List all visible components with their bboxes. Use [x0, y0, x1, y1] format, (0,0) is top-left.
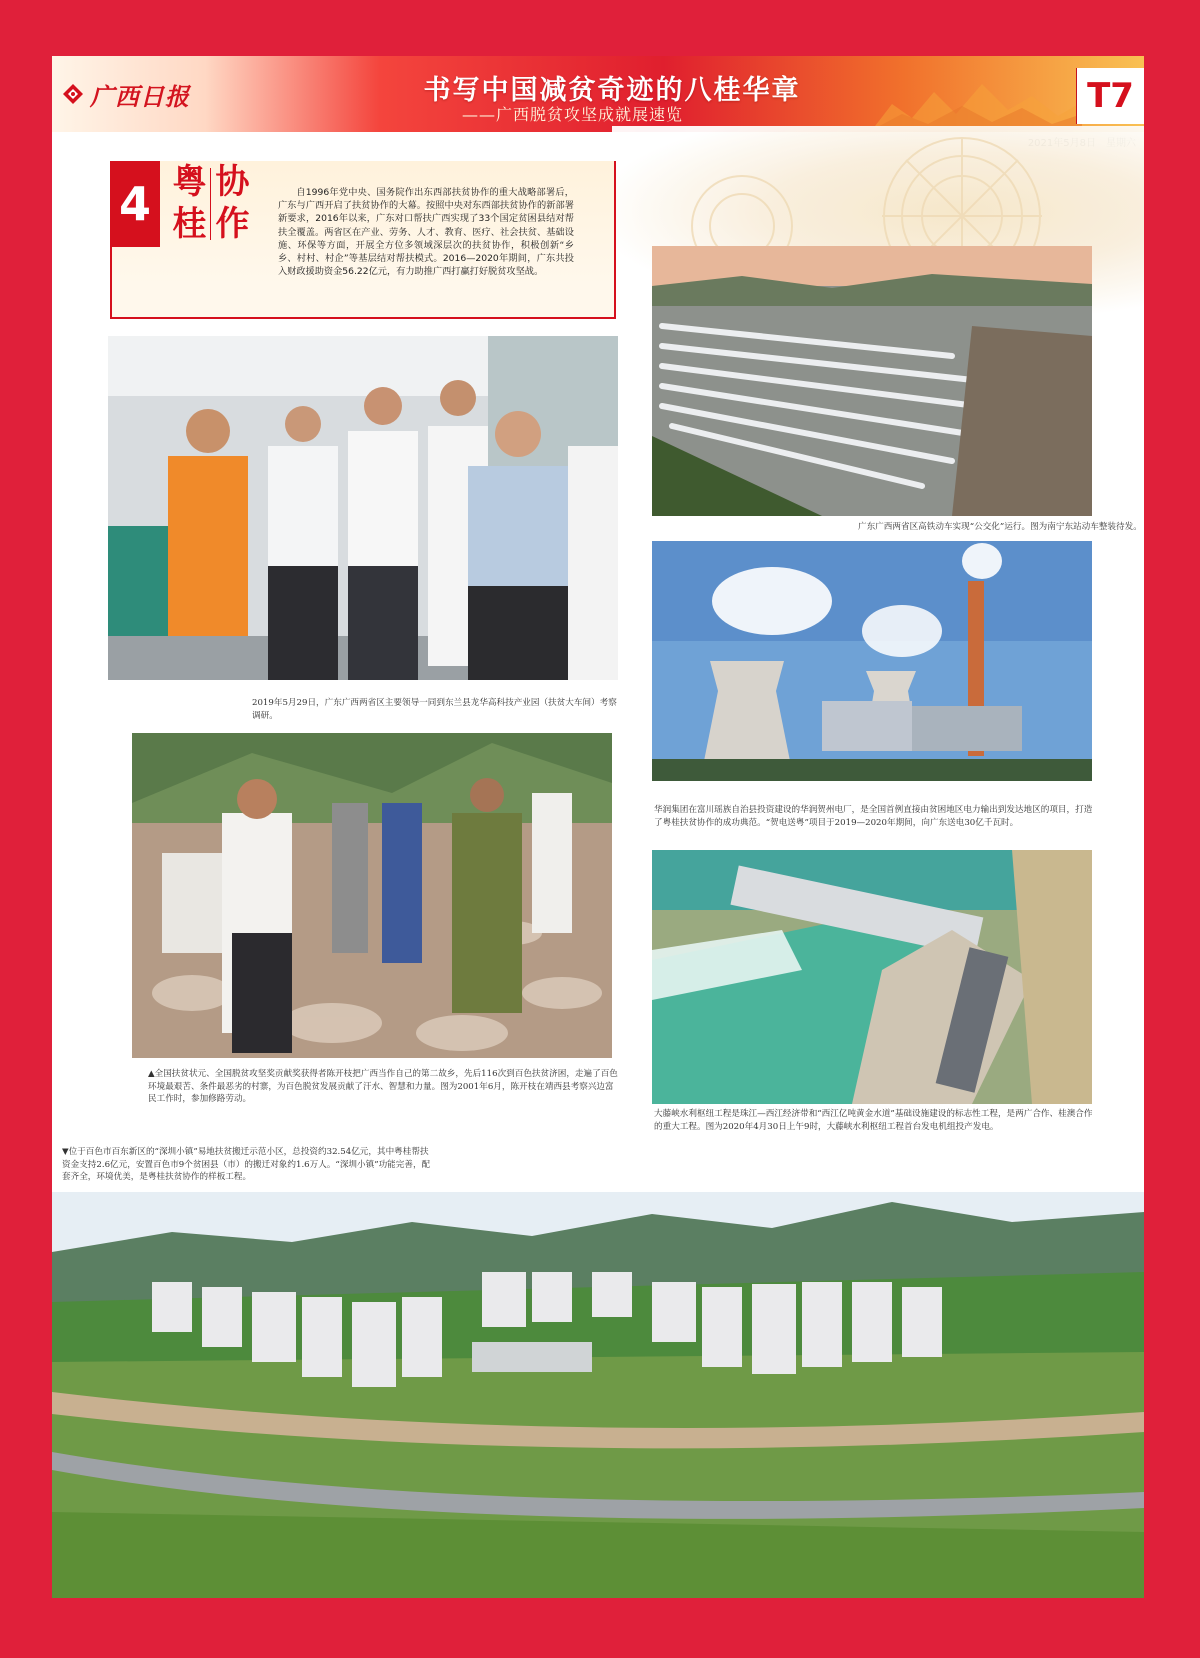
caption-shenzhen-town: ▼位于百色市百东新区的“深圳小镇”易地扶贫搬迁示范小区，总投资约32.54亿元，其中粤桂帮扶资金支持2.6亿元，安置百色市9个贫困县（市）的搬迁对象约1.6万人。“深圳小镇”功能完善，配套齐全，环境优美，是粤桂扶贫协作的样板工程。	[62, 1147, 431, 1183]
newspaper-page	[52, 56, 1144, 1598]
caption-road-building: ▲全国扶贫状元、全国脱贫攻坚奖贡献奖获得者陈开枝把广西当作自己的第二故乡，先后116次到百色扶贫济困，走遍了百色环境最艰苦、条件最恶劣的村寨，为百色脱贫发展贡献了汗水、智慧和力量。图为2001年6月，陈开枝在靖西县考察兴边富民工作时，参加修路劳动。	[148, 1069, 618, 1105]
section-title	[168, 162, 254, 246]
photo-factory-visit	[108, 336, 618, 680]
page-number: T7	[1087, 76, 1134, 116]
page-number-box	[1076, 68, 1144, 124]
header-hills-decoration	[872, 74, 1082, 130]
photo-road-building	[132, 733, 612, 1058]
logo-diamond-icon	[62, 83, 84, 105]
page-subtitle: ——广西脱贫攻坚成就展速览	[462, 105, 684, 124]
photo-shenzhen-town	[52, 1192, 1144, 1598]
caption-dam: 大藤峡水利枢纽工程是珠江—西江经济带和“西江亿吨黄金水道”基础设施建设的标志性工程，是两广合作、桂澳合作的重大工程。图为2020年4月30日上午9时，大藤峡水利枢纽工程首台发电机组投产发电。	[654, 1109, 1093, 1132]
section-number: 4	[110, 161, 160, 247]
caption-train-depot: 广东广西两省区高铁动车实现“公交化”运行。图为南宁东站动车整装待发。	[858, 522, 1142, 532]
section-intro-text: 自1996年党中央、国务院作出东西部扶贫协作的重大战略部署后，广东与广西开启了扶贫协作的大幕。按照中央对东西部扶贫协作的新部署新要求，2016年以来，广东对口帮扶广西实现了33个国定贫困县结对帮扶全覆盖。两省区在产业、劳务、人才、教育、医疗、社会扶贫、基础设施、环保等方面，开展全方位多领域深层次的扶贫协作，积极创新“乡乡、村村、村企”等基层结对帮扶模式。2016—2020年期间，广东共投入财政援助资金56.22亿元，有力助推广西打赢打好脱贫攻坚战。	[278, 187, 574, 278]
photo-power-plant	[652, 541, 1092, 781]
caption-power-plant: 华润集团在富川瑶族自治县投资建设的华润贺州电厂，是全国首例直接由贫困地区电力输出到发达地区的项目，打造了粤桂扶贫协作的成功典范。“贺电送粤”项目于2019—2020年期间，向广东送电30亿千瓦时。	[654, 805, 1093, 828]
photo-dam	[652, 850, 1092, 1104]
page-title: 书写中国减贫奇迹的八桂华章	[423, 75, 801, 106]
section-title-char: 作	[215, 204, 250, 244]
page-header	[52, 56, 1144, 132]
newspaper-logo	[62, 76, 190, 112]
section-title-char: 协	[215, 162, 250, 202]
section-title-char: 桂	[172, 204, 207, 244]
photo-train-depot	[652, 246, 1092, 516]
caption-factory-visit: 2019年5月29日，广东广西两省区主要领导一同到东兰县龙华高科技产业园（扶贫大车间）考察调研。	[252, 698, 617, 721]
logo-text: 广西日报	[90, 81, 190, 111]
section-title-divider	[210, 168, 211, 240]
section-title-char: 粤	[172, 162, 207, 202]
